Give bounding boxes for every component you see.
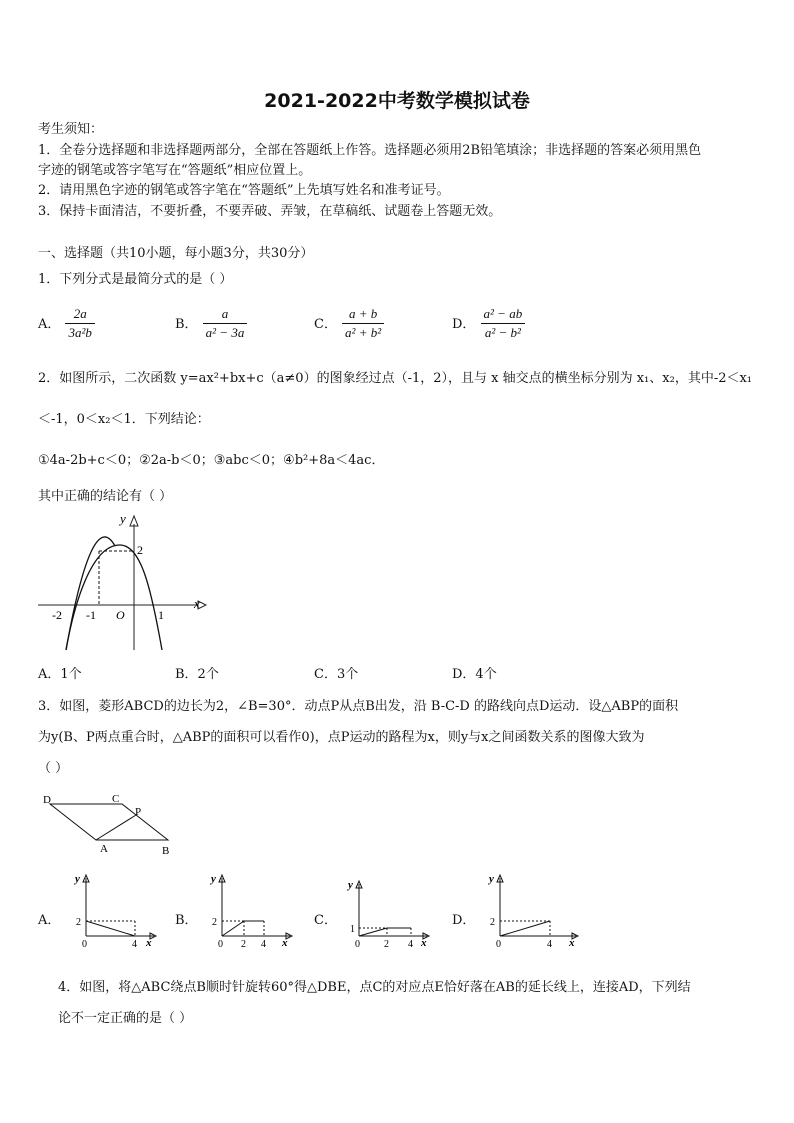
question-2-line-3: ①4a-2b+c＜0；②2a-b＜0；③abc＜0；④b²+8a＜4ac． [38,453,385,468]
function-line [359,928,411,936]
question-1-option-c[interactable] [314,306,384,341]
function-line [86,921,135,936]
question-3-option-a-label[interactable]: A． [38,913,61,928]
question-4-line-1: 4．如图，将△ABC绕点B顺时针旋转60°得△DBE，点C的对应点E恰好落在AB的延长线上，连接AD，下列结 [58,980,691,995]
fraction-denominator: a² − b² [484,325,521,340]
tick-y: 1 [350,924,355,935]
question-3-option-c-graph[interactable] [343,872,433,948]
question-3-option-d-label[interactable]: D． [452,913,476,928]
question-2-line-1: 2．如图所示，二次函数 y=ax²+bx+c（a≠0）的图象经过点（-1，2），且与 x 轴交点的横坐标分别为 x₁、x₂，其中-2＜x₁ [38,371,753,386]
point-d-label: D [43,794,51,806]
tick-y: 2 [490,917,495,928]
tick-neg2: -2 [52,608,62,622]
origin-label: 0 [496,939,501,948]
question-2-option-a[interactable]: A．1个 [38,667,82,682]
question-2-line-2: ＜-1，0＜x₂＜1．下列结论： [38,412,210,427]
tick-x-4: 4 [261,939,266,948]
tick-y: 2 [76,917,81,928]
fraction-numerator: 2a [65,306,94,324]
point-c-label: C [112,793,120,805]
question-4-line-2: 论不一定正确的是（ ） [58,1011,193,1026]
page-title: 2021-2022中考数学模拟试卷 [264,90,530,112]
fraction [203,306,248,341]
x-label: x [146,937,152,948]
question-3-rhombus-figure [38,788,178,858]
option-label: A． [38,317,61,332]
x-label: x [569,937,575,948]
notice-item-3: 3．保持卡面清洁，不要折叠，不要弄破、弄皱，在草稿纸、试题卷上答题无效。 [38,204,502,219]
option-label: C． [314,317,337,332]
question-3-option-a-graph[interactable] [70,872,160,948]
origin-label: O [116,608,125,622]
option-label: D． [452,317,476,332]
fraction-denominator: a² − 3a [205,325,245,340]
function-line [222,921,264,936]
question-2-option-b[interactable]: B．2个 [175,667,219,682]
x-label: x [421,937,427,948]
question-1-option-d[interactable] [452,306,525,341]
y-label: y [211,873,216,885]
tick-x: 4 [547,939,552,948]
y-label: y [489,873,494,885]
fraction-denominator: 3a²b [68,325,92,340]
origin-label: 0 [355,939,360,948]
segment-ap [96,815,136,840]
question-3-option-c-label[interactable]: C． [314,913,337,928]
x-label: x [194,596,200,611]
parabola-curve [66,545,162,650]
fraction-denominator: a² + b² [345,325,382,340]
tick-x-4: 4 [408,939,413,948]
tick-y2: 2 [137,543,143,557]
tick-1: 1 [158,608,164,622]
question-3-option-d-graph[interactable] [484,872,584,948]
tick-x-2: 2 [384,939,389,948]
x-label: x [282,937,288,948]
tick-y: 2 [212,917,217,928]
fraction [342,306,384,341]
point-a-label: A [100,843,108,855]
question-2-line-4: 其中正确的结论有（ ） [38,489,173,504]
fraction [65,306,94,341]
question-1-option-b[interactable] [175,306,247,341]
parabola-left [66,537,115,650]
question-1-option-a[interactable] [38,306,95,341]
function-line [500,921,550,936]
notice-heading: 考生须知： [38,122,104,137]
notice-item-2: 2．请用黑色字迹的钢笔或答字笔在“答题纸”上先填写姓名和准考证号。 [38,183,450,198]
point-p-label: P [135,806,142,818]
tick-x: 4 [132,939,137,948]
question-1-stem: 1．下列分式是最简分式的是（ ） [38,272,233,287]
y-label: y [348,879,353,891]
question-2-option-d[interactable]: D．4个 [452,667,497,682]
rhombus-abcd [50,804,168,840]
y-label: y [75,873,80,885]
tick-x-2: 2 [241,939,246,948]
fraction [481,306,526,341]
origin-label: 0 [218,939,223,948]
origin-label: 0 [82,939,87,948]
y-label: y [120,511,126,526]
question-3-line-2: 为y(B、P两点重合时，△ABP的面积可以看作0)，点P运动的路程为x，则y与x之间函数关系的图像大致为 [38,730,645,745]
question-2-option-c[interactable]: C．3个 [314,667,359,682]
option-label: B． [175,317,198,332]
fraction-numerator: a + b [342,306,384,324]
tick-neg1: -1 [86,608,96,622]
question-2-parabola-graph [36,510,208,656]
question-3-line-3: （ ） [38,761,69,776]
question-3-option-b-label[interactable]: B． [175,913,198,928]
question-3-option-b-graph[interactable] [206,872,296,948]
fraction-numerator: a² − ab [481,306,526,324]
notice-item-1-line-1: 1．全卷分选择题和非选择题两部分，全部在答题纸上作答。选择题必须用2B铅笔填涂；非选择题的答案必须用黑色 [38,143,702,158]
section-heading: 一、选择题（共10小题，每小题3分，共30分） [38,246,314,261]
point-b-label: B [162,845,170,857]
question-3-line-1: 3．如图，菱形ABCD的边长为2，∠B=30°．动点P从点B出发，沿 B-C-D 的路线向点D运动．设△ABP的面积 [38,699,679,714]
notice-item-1-line-2: 字迹的钢笔或答字笔写在“答题纸”相应位置上。 [38,163,312,178]
fraction-numerator: a [203,306,248,324]
